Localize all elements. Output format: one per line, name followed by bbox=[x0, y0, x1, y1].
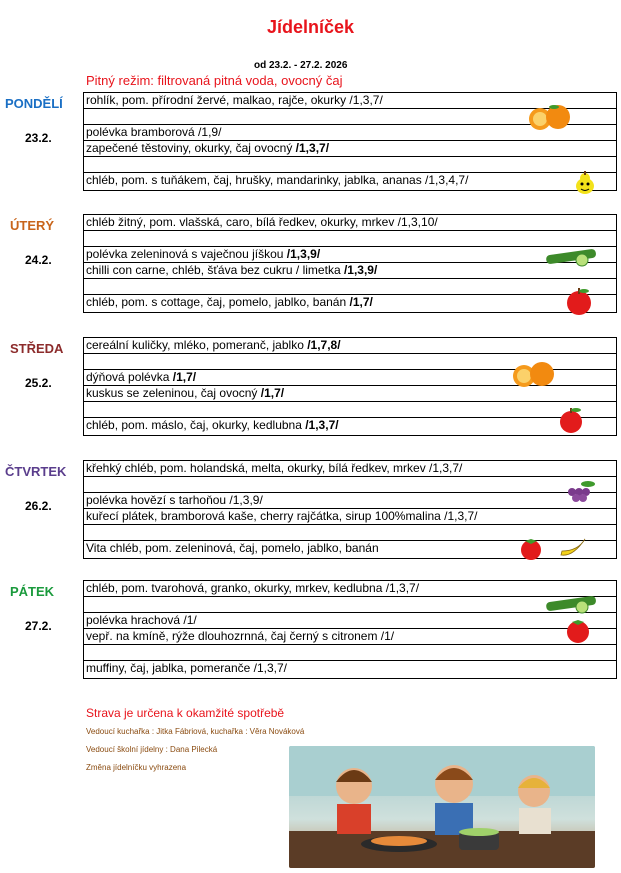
meal-row bbox=[84, 263, 616, 279]
meal-text bbox=[86, 493, 263, 508]
blank-row bbox=[84, 279, 616, 295]
day-date: 26.2. bbox=[25, 499, 52, 513]
meal-description: zapečené těstoviny, okurky, čaj ovocný bbox=[86, 141, 296, 155]
meal-text bbox=[86, 247, 320, 262]
meal-row bbox=[84, 215, 616, 231]
meal-text bbox=[86, 173, 468, 188]
allergen-codes: /1,3,7/ bbox=[305, 418, 339, 432]
tomato-icon-2 bbox=[563, 618, 593, 644]
blank-row bbox=[84, 477, 616, 493]
meal-row bbox=[84, 418, 616, 433]
cucumber-icon bbox=[544, 245, 600, 267]
day-date: 25.2. bbox=[25, 376, 52, 390]
meal-text bbox=[86, 263, 377, 278]
meal-description: rohlík, pom. přírodní žervé, malkao, rajče, okurky /1,3,7/ bbox=[86, 93, 383, 107]
meal-text bbox=[86, 613, 197, 628]
head-info: Vedoucí školní jídelny : Dana Pilecká bbox=[86, 745, 218, 754]
blank-row bbox=[84, 597, 616, 613]
day-name: PONDĚLÍ bbox=[5, 96, 63, 111]
day-date: 27.2. bbox=[25, 619, 52, 633]
pear-icon bbox=[572, 170, 598, 196]
meal-text bbox=[86, 629, 394, 644]
meal-text bbox=[86, 541, 379, 556]
date-range: od 23.2. - 27.2. 2026 bbox=[254, 60, 348, 71]
blank-row bbox=[84, 402, 616, 418]
blank-row bbox=[84, 157, 616, 173]
day-date: 24.2. bbox=[25, 253, 52, 267]
meal-description: polévka bramborová /1,9/ bbox=[86, 125, 222, 139]
meal-row bbox=[84, 493, 616, 509]
meal-description: kuskus se zeleninou, čaj ovocný bbox=[86, 386, 261, 400]
day-menu-box bbox=[83, 580, 617, 679]
orange-icon-2 bbox=[508, 360, 558, 388]
allergen-codes: /1,3,9/ bbox=[286, 247, 321, 261]
meal-text bbox=[86, 661, 287, 676]
meal-description: cereální kuličky, mléko, pomeranč, jablko bbox=[86, 338, 308, 352]
meal-description: chléb, pom. s tuňákem, čaj, hrušky, mandarinky, jablka, ananas /1,3,4,7/ bbox=[86, 173, 469, 187]
meal-row bbox=[84, 581, 616, 597]
meal-description: chléb, pom. máslo, čaj, okurky, kedlubna bbox=[86, 418, 306, 432]
meal-description: křehký chléb, pom. holandská, melta, okurky, bílá ředkev, mrkev /1,3,7/ bbox=[86, 461, 463, 475]
day-name: STŘEDA bbox=[10, 341, 64, 356]
meal-row bbox=[84, 247, 616, 263]
day-name: PÁTEK bbox=[10, 584, 55, 599]
cucumber-icon-2 bbox=[544, 592, 600, 614]
meal-text bbox=[86, 141, 329, 156]
meal-row bbox=[84, 295, 616, 310]
meal-description: dýňová polévka bbox=[86, 370, 173, 384]
meal-text bbox=[86, 215, 438, 230]
meal-text bbox=[86, 418, 339, 433]
meal-text bbox=[86, 125, 221, 140]
allergen-codes: /1,7/ bbox=[260, 386, 285, 400]
meal-row bbox=[84, 173, 616, 188]
day-date: 23.2. bbox=[25, 131, 52, 145]
meal-row bbox=[84, 386, 616, 402]
meal-row bbox=[84, 661, 616, 676]
meal-text bbox=[86, 338, 341, 353]
meal-row bbox=[84, 509, 616, 525]
meal-row bbox=[84, 338, 616, 354]
day-name: ÚTERÝ bbox=[10, 218, 55, 233]
meal-description: muffiny, čaj, jablka, pomeranče /1,3,7/ bbox=[86, 661, 287, 675]
allergen-codes: /1,3,7/ bbox=[295, 141, 330, 155]
meal-row bbox=[84, 461, 616, 477]
cooks-info: Vedoucí kuchařka : Jitka Fábriová, kuchařka : Věra Nováková bbox=[86, 727, 305, 736]
meal-row bbox=[84, 613, 616, 629]
blank-row bbox=[84, 231, 616, 247]
banana-icon bbox=[558, 535, 588, 559]
meal-row bbox=[84, 629, 616, 645]
drinking-regime: Pitný režim: filtrovaná pitná voda, ovocný čaj bbox=[86, 73, 343, 88]
meal-text bbox=[86, 93, 383, 108]
meal-text bbox=[86, 509, 478, 524]
meal-description: chléb žitný, pom. vlašská, caro, bílá ředkev, okurky, mrkev /1,3,10/ bbox=[86, 215, 438, 229]
apple-icon-2 bbox=[557, 405, 585, 435]
allergen-codes: /1,7,8/ bbox=[307, 338, 341, 352]
meal-description: chléb, pom. s cottage, čaj, pomelo, jablko, banán bbox=[86, 295, 350, 309]
meal-text bbox=[86, 295, 373, 310]
meal-text bbox=[86, 370, 196, 385]
page-title: Jídelníček bbox=[266, 17, 355, 37]
orange-icon bbox=[524, 103, 574, 131]
consumption-notice: Strava je určena k okamžité spotřebě bbox=[86, 706, 285, 720]
meal-description: polévka hrachová /1/ bbox=[86, 613, 197, 627]
kitchen-illustration bbox=[289, 746, 595, 868]
allergen-codes: /1,3,9/ bbox=[343, 263, 378, 277]
allergen-codes: /1,7/ bbox=[172, 370, 197, 384]
apple-icon bbox=[565, 286, 593, 316]
grapes-icon bbox=[562, 478, 600, 504]
meal-row bbox=[84, 141, 616, 157]
change-notice: Změna jídelníčku vyhrazena bbox=[86, 763, 187, 772]
meal-description: polévka zeleninová s vaječnou jíškou bbox=[86, 247, 287, 261]
meal-description: chléb, pom. tvarohová, granko, okurky, mrkev, kedlubna /1,3,7/ bbox=[86, 581, 420, 595]
day-menu-box bbox=[83, 214, 617, 313]
meal-description: kuřecí plátek, bramborová kaše, cherry rajčátka, sirup 100%malina /1,3,7/ bbox=[86, 509, 478, 523]
meal-description: chilli con carne, chléb, šťáva bez cukru / limetka bbox=[86, 263, 344, 277]
allergen-codes: /1,7/ bbox=[349, 295, 373, 309]
meal-description: polévka hovězí s tarhoňou /1,3,9/ bbox=[86, 493, 263, 507]
meal-description: Vita chléb, pom. zeleninová, čaj, pomelo, jablko, banán bbox=[86, 541, 379, 555]
blank-row bbox=[84, 645, 616, 661]
meal-text bbox=[86, 581, 419, 596]
day-name: ČTVRTEK bbox=[5, 464, 67, 479]
meal-text bbox=[86, 461, 462, 476]
meal-description: vepř. na kmíně, rýže dlouhozrnná, čaj černý s citronem /1/ bbox=[86, 629, 395, 643]
tomato-icon bbox=[517, 537, 545, 561]
meal-text bbox=[86, 386, 284, 401]
